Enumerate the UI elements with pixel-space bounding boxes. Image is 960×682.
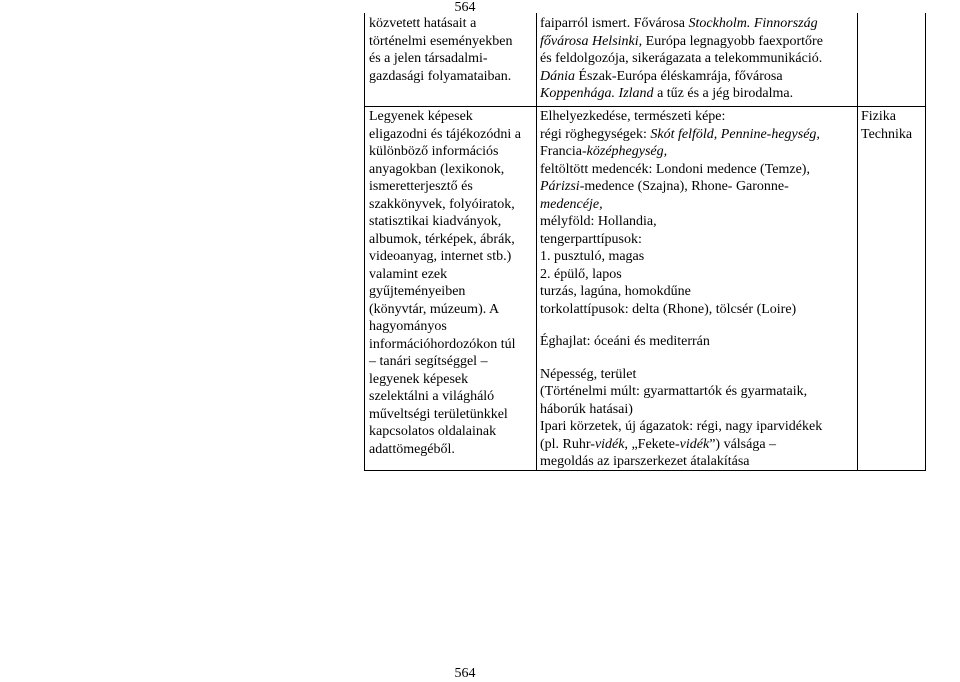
text-line: gyűjteményeiben (369, 284, 466, 299)
curriculum-table (364, 13, 926, 471)
text-line: adattömegéből. (369, 441, 455, 457)
text-line: statisztikai kiadványok, (369, 214, 502, 229)
text-line: Népesség, terület (540, 366, 637, 382)
row2-content-cell (537, 108, 858, 471)
text-line: szelektálni a világháló (369, 389, 495, 404)
text-line: történelmi eseményekben (369, 33, 513, 49)
table-border-left (364, 13, 365, 471)
text-line: legyenek képesek (369, 371, 469, 387)
text-line: tengerparttípusok: (540, 231, 642, 247)
text-line: Legyenek képesek (369, 109, 473, 124)
text-line: megoldás az iparszerkezet átalakítása (540, 454, 750, 469)
row2-links-cell (858, 108, 926, 143)
text-line: turzás, lagúna, homokdűne (540, 284, 691, 299)
text-line: és a jelen társadalmi- (369, 51, 488, 66)
text-line: (Történelmi múlt: gyarmattartók és gyarmataik, (540, 384, 808, 399)
text-line: feltöltött medencék: Londoni medence (Temze), (540, 161, 810, 177)
text-line: Párizsi-medence (Szajna), Rhone- Garonne- (540, 179, 789, 194)
text-line: (könyvtár, múzeum). A (369, 301, 500, 317)
text-line: 1. pusztuló, magas (540, 249, 645, 264)
text-line: Ipari körzetek, új ágazatok: régi, nagy iparvidékek (540, 419, 823, 434)
text-line: valamint ezek (369, 266, 448, 282)
page-number-top: 564 (454, 0, 476, 15)
link-subject: Fizika (861, 109, 896, 124)
text-line: mélyföld: Hollandia, (540, 214, 657, 229)
text-line: szakkönyvek, folyóiratok, (369, 196, 515, 212)
text-line: albumok, térképek, ábrák, (369, 231, 515, 247)
row1-requirements-cell (366, 15, 536, 85)
text-line: közvetett hatásait a (369, 16, 477, 31)
table-border-right (925, 13, 926, 471)
text-line: medencéje, (540, 196, 603, 212)
text-line: és feldolgozója, sikerágazata a telekommunikáció. (540, 51, 823, 66)
text-line: régi röghegységek: Skót felföld, Pennine-hegység, (540, 126, 820, 142)
text-line: torkolattípusok: delta (Rhone), tölcsér (Loire) (540, 301, 797, 317)
text-line: Koppenhága. Izland a tűz és a jég birodalma. (540, 86, 794, 101)
text-line: kapcsolatos oldalainak (369, 424, 497, 439)
text-line: Dánia Észak-Európa éléskamrája, fővárosa (540, 68, 783, 84)
text-line: Éghajlat: óceáni és mediterrán (540, 334, 710, 349)
row-divider (364, 106, 926, 107)
text-line: anyagokban (lexikonok, (369, 161, 505, 177)
spacer (540, 318, 858, 333)
text-line: műveltségi területünkkel (369, 406, 508, 422)
row1-content-cell (537, 15, 858, 103)
spacer (540, 351, 858, 366)
text-line: 2. épülő, lapos (540, 266, 622, 282)
page-number-bottom: 564 (454, 666, 476, 681)
text-line: (pl. Ruhr-vidék, „Fekete-vidék”) válsága – (540, 436, 777, 452)
text-line: ismeretterjesztő és (369, 179, 473, 194)
text-line: – tanári segítséggel – (369, 354, 488, 369)
row2-requirements-cell (366, 108, 536, 458)
text-line: videoanyag, internet stb.) (369, 249, 512, 264)
link-subject: Technika (861, 126, 913, 142)
text-line: faiparról ismert. Fővárosa Stockholm. Finnország (540, 16, 818, 31)
text-line: háborúk hatásai) (540, 401, 633, 417)
text-line: gazdasági folyamataiban. (369, 68, 512, 84)
text-line: Francia-középhegység, (540, 144, 668, 159)
text-line: különböző információs (369, 144, 499, 159)
text-line: Elhelyezkedése, természeti képe: (540, 109, 726, 124)
text-line: hagyományos (369, 319, 447, 334)
text-line: fővárosa Helsinki, Európa legnagyobb faexportőre (540, 33, 823, 49)
text-line: információhordozókon túl (369, 336, 516, 352)
text-line: eligazodni és tájékozódni a (369, 126, 521, 142)
